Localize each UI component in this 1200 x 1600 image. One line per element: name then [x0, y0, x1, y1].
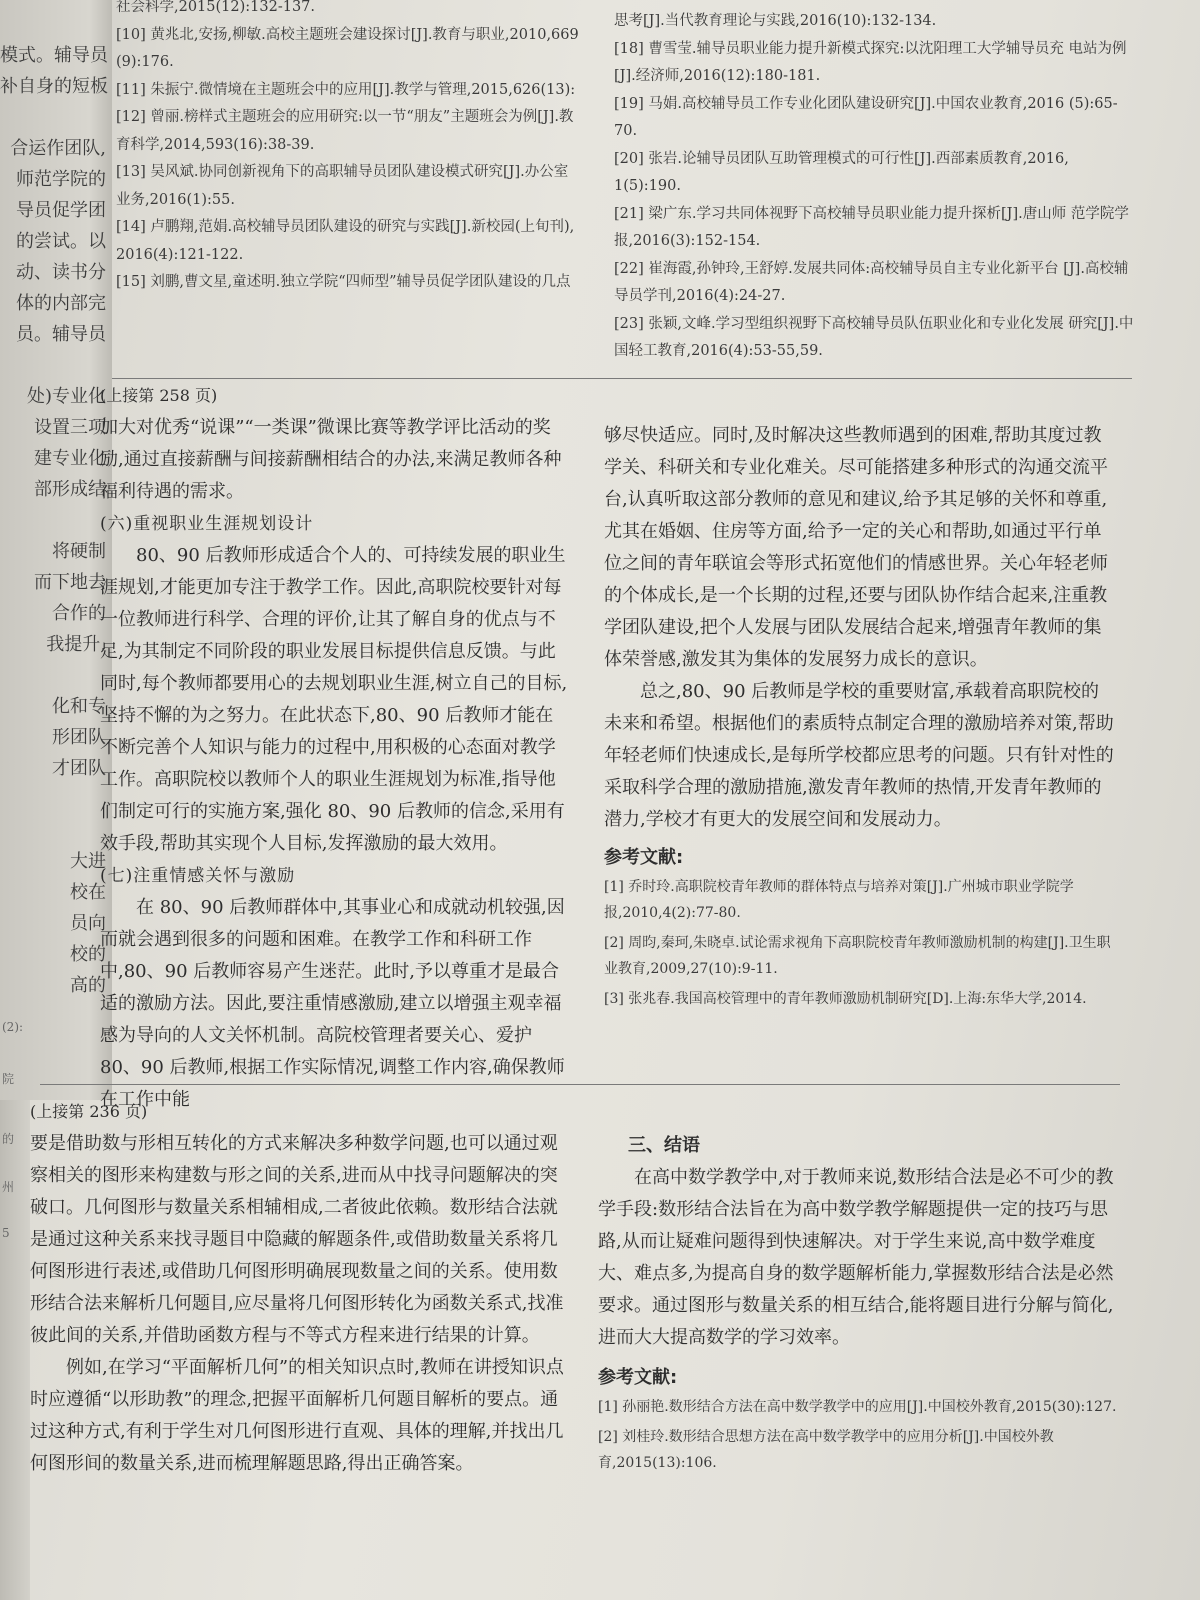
- facing-page-line: 才团队: [52, 758, 106, 779]
- facing-fragment: 院: [2, 1072, 15, 1086]
- facing-page-line: 员向: [70, 913, 106, 934]
- facing-page-line: 师范学院的: [16, 169, 106, 190]
- section-divider: [112, 378, 1132, 379]
- reference-item: [14] 卢鹏翔,范娟.高校辅导员团队建设的研究与实践[J].新校园(上旬刊), 2016(4):121-122.: [116, 219, 575, 263]
- facing-page-line: 合运作团队,: [10, 138, 106, 159]
- facing-fragment: 州: [2, 1180, 15, 1194]
- reference-item: [19] 马娟.高校辅导员工作专业化团队建设研究[J].中国农业教育,2016 (5):65-70.: [614, 95, 1118, 139]
- facing-page-text: [0, 40, 112, 1001]
- middle-left-column: [100, 380, 568, 1116]
- references-list: [598, 1394, 1118, 1476]
- reference-item: [13] 吴风斌.协同创新视角下的高职辅导员团队建设模式研究[J].办公室 业务,2016(1):55.: [116, 164, 569, 208]
- reference-item: [10] 黄兆北,安扬,柳敏.高校主题班会建设探讨[J].教育与职业,2010,669 (9):176.: [116, 26, 579, 70]
- facing-page-line: 我提升,: [46, 634, 106, 655]
- reference-item: [18] 曹雪莹.辅导员职业能力提升新模式探究:以沈阳理工大学辅导员充 电站为例[J].经济师,2016(12):180-181.: [614, 40, 1127, 84]
- facing-page-line: [0, 350, 112, 381]
- paragraph: 够尽快适应。同时,及时解决这些教师遇到的困难,帮助其度过教学关、科研关和专业化难关。尽可能搭建多种形式的沟通交流平台,认真听取这部分教师的意见和建议,给予其足够的关怀和尊重,尤其在婚姻、住房等方面,给予一定的关心和帮助,如通过平行单位之间的青年联谊会等形式拓宽他们的情感世界。关心年轻老师的个体成长,是一个长期的过程,还要与团队协作结合起来,注重教学团队建设,把个人发展与团队发展结合起来,增强青年教师的集体荣誉感,激发其为集体的发展努力成长的意识。: [604, 425, 1108, 670]
- reference-item: [11] 朱振宁.微情境在主题班会中的应用[J].教学与管理,2015,626(13):: [116, 81, 576, 98]
- facing-page-line: 设置三项: [34, 417, 106, 438]
- facing-page-line: [0, 660, 112, 691]
- reference-item: [2] 周昀,秦珂,朱晓卓.试论需求视角下高职院校青年教师激励机制的构建[J].卫生职业教育,2009,27(10):9-11.: [604, 935, 1111, 977]
- reference-item: [23] 张颖,文峰.学习型组织视野下高校辅导员队伍职业化和专业化发展 研究[J].中国轻工教育,2016(4):53-55,59.: [614, 315, 1134, 359]
- top-right-references: [614, 8, 1134, 366]
- facing-page-line: 模式。辅导员: [0, 45, 108, 66]
- facing-fragment: 的: [2, 1132, 15, 1146]
- reference-item: [20] 张岩.论辅导员团队互助管理模式的可行性[J].西部素质教育,2016, 1(5):190.: [614, 150, 1069, 194]
- facing-page-line: 建专业化: [34, 448, 106, 469]
- section-divider: [40, 1084, 1120, 1085]
- paragraph: 80、90 后教师形成适合个人的、可持续发展的职业生涯规划,才能更加专注于教学工作。因此,高职院校要针对每一位教师进行科学、合理的评价,让其了解自身的优点与不足,为其制定不同阶段的职业发展目标提供信息反馈。与此同时,每个教师都要用心的去规划职业生涯,树立自己的目标,坚持不懈的为之努力。在此状态下,80、90 后教师才能在不断完善个人知识与能力的过程中,用积极的心态面对教学工作。高职院校以教师个人的职业生涯规划为标准,指导他们制定可行的实施方案,强化 80、90 后教师的信念,采用有效手段,帮助其实现个人目标,发挥激励的最大效用。: [100, 545, 568, 854]
- facing-page-line: 高的: [70, 975, 106, 996]
- facing-page-edge-lower: [0, 1020, 30, 1600]
- continued-from-label: (上接第 258 页): [100, 386, 218, 405]
- facing-page-line: [0, 102, 112, 133]
- facing-page-line: [0, 505, 112, 536]
- facing-page-line: 的尝试。以: [16, 231, 106, 252]
- references-title: 参考文献:: [604, 847, 684, 868]
- reference-item: [15] 刘鹏,曹文星,童述明.独立学院“四师型”辅导员促学团队建设的几点: [116, 274, 571, 290]
- facing-page-line: 将硬制: [52, 541, 106, 562]
- reference-item: [22] 崔海霞,孙钟玲,王舒婷.发展共同体:高校辅导员自主专业化新平台 [J].高校辅导员学刊,2016(4):24-27.: [614, 260, 1129, 304]
- paragraph: 例如,在学习“平面解析几何”的相关知识点时,教师在讲授知识点时应遵循“以形助教”的理念,把握平面解析几何题目解析的要点。通过这种方式,有利于学生对几何图形进行直观、具体的理解,并找出几何图形间的数量关系,进而梳理解题思路,得出正确答案。: [30, 1357, 564, 1474]
- facing-page-line: 动、读书分: [16, 262, 106, 283]
- reference-item: 思考[J].当代教育理论与实践,2016(10):132-134.: [614, 13, 937, 29]
- facing-page-line: 而下地去: [34, 572, 106, 593]
- paragraph: 在高中数学教学中,对于教师来说,数形结合法是必不可少的教学手段:数形结合法旨在为高中数学教学解题提供一定的技巧与思路,从而让疑难问题得到快速解决。对于学生来说,高中数学难度大、难点多,为提高自身的数学题解析能力,掌握数形结合法是必然要求。通过图形与数量关系的相互结合,能将题目进行分解与简化,进而大大提高数学的学习效率。: [598, 1167, 1114, 1348]
- facing-page-line: [0, 815, 112, 846]
- section-heading: (六)重视职业生涯规划设计: [100, 514, 314, 534]
- references-title: 参考文献:: [598, 1367, 678, 1388]
- references-list: [604, 874, 1114, 1012]
- facing-page-line: 体的内部完: [16, 293, 106, 314]
- middle-right-column: [604, 420, 1114, 1016]
- section-heading: 三、结语: [628, 1135, 700, 1156]
- reference-item: [1] 乔时玲.高职院校青年教师的群体特点与培养对策[J].广州城市职业学院学报,2010,4(2):77-80.: [604, 879, 1074, 921]
- facing-fragment: (2):: [2, 1020, 24, 1034]
- facing-page-line: 校在: [70, 882, 106, 903]
- facing-fragment: 5: [2, 1226, 10, 1240]
- facing-page-line: 部形成结: [34, 479, 106, 500]
- reference-item: [2] 刘桂玲.数形结合思想方法在高中数学教学中的应用分析[J].中国校外教育,2015(13):106.: [598, 1429, 1054, 1471]
- bottom-right-column: [598, 1130, 1118, 1480]
- facing-page-line: 补自身的短板: [0, 76, 108, 97]
- reference-item: [21] 梁广东.学习共同体视野下高校辅导员职业能力提升探析[J].唐山师 范学院学报,2016(3):152-154.: [614, 205, 1129, 249]
- paragraph: 加大对优秀“说课”“一类课”微课比赛等教学评比活动的奖励,通过直接薪酬与间接薪酬相结合的办法,来满足教师各种福利待遇的需求。: [100, 417, 562, 502]
- facing-page-line: [0, 784, 112, 815]
- continued-from-label: (上接第 236 页): [30, 1102, 148, 1121]
- facing-page-edge: [0, 0, 112, 1100]
- facing-page-line: 大进: [70, 851, 106, 872]
- top-left-references: [116, 0, 586, 297]
- facing-page-line: 导员促学团: [16, 200, 106, 221]
- reference-item: [1] 孙丽艳.数形结合方法在高中数学教学中的应用[J].中国校外教育,2015(30):127.: [598, 1399, 1117, 1415]
- facing-page-line: 形团队: [52, 727, 106, 748]
- reference-item: 社会科学,2015(12):132-137.: [116, 0, 316, 15]
- facing-page-line: 员。辅导员: [16, 324, 106, 345]
- section-heading: (七)注重情感关怀与激励: [100, 866, 296, 886]
- facing-page-line: 校的: [70, 944, 106, 965]
- facing-page-line: 化和专: [52, 696, 106, 717]
- reference-item: [3] 张兆春.我国高校管理中的青年教师激励机制研究[D].上海:东华大学,2014.: [604, 991, 1087, 1007]
- reference-item: [12] 曾丽.榜样式主题班会的应用研究:以一节“朋友”主题班会为例[J].教 育科学,2014,593(16):38-39.: [116, 109, 574, 153]
- paragraph: 要是借助数与形相互转化的方式来解决多种数学问题,也可以通过观察相关的图形来构建数与形之间的关系,进而从中找寻问题解决的突破口。几何图形与数量关系相辅相成,二者彼此依赖。数形结合法就是通过这种关系来找寻题目中隐藏的解题条件,或借助数量关系将几何图形进行表述,或借助几何图形明确展现数量之间的关系。使用数形结合法来解析几何题目,应尽量将几何图形转化为函数关系式,找准彼此间的关系,并借助函数方程与不等式方程来进行结果的计算。: [30, 1133, 564, 1346]
- facing-page-line: 处)专业化: [26, 386, 106, 407]
- facing-page-line: 合作的: [52, 603, 106, 624]
- paragraph: 在 80、90 后教师群体中,其事业心和成就动机较强,因而就会遇到很多的问题和困难。在教学工作和科研工作中,80、90 后教师容易产生迷茫。此时,予以尊重才是最合适的激励方法。因此,要注重情感激励,建立以增强主观幸福感为导向的人文关怀机制。高院校管理者要关心、爱护 80、90 后教师,根据工作实际情况,调整工作内容,确保教师在工作中能: [100, 897, 565, 1110]
- bottom-left-column: [30, 1096, 565, 1480]
- paragraph: 总之,80、90 后教师是学校的重要财富,承载着高职院校的未来和希望。根据他们的素质特点制定合理的激励培养对策,帮助年轻老师们快速成长,是每所学校都应思考的问题。只有针对性的采取科学合理的激励措施,激发青年教师的热情,开发青年教师的潜力,学校才有更大的发展空间和发展动力。: [604, 681, 1114, 830]
